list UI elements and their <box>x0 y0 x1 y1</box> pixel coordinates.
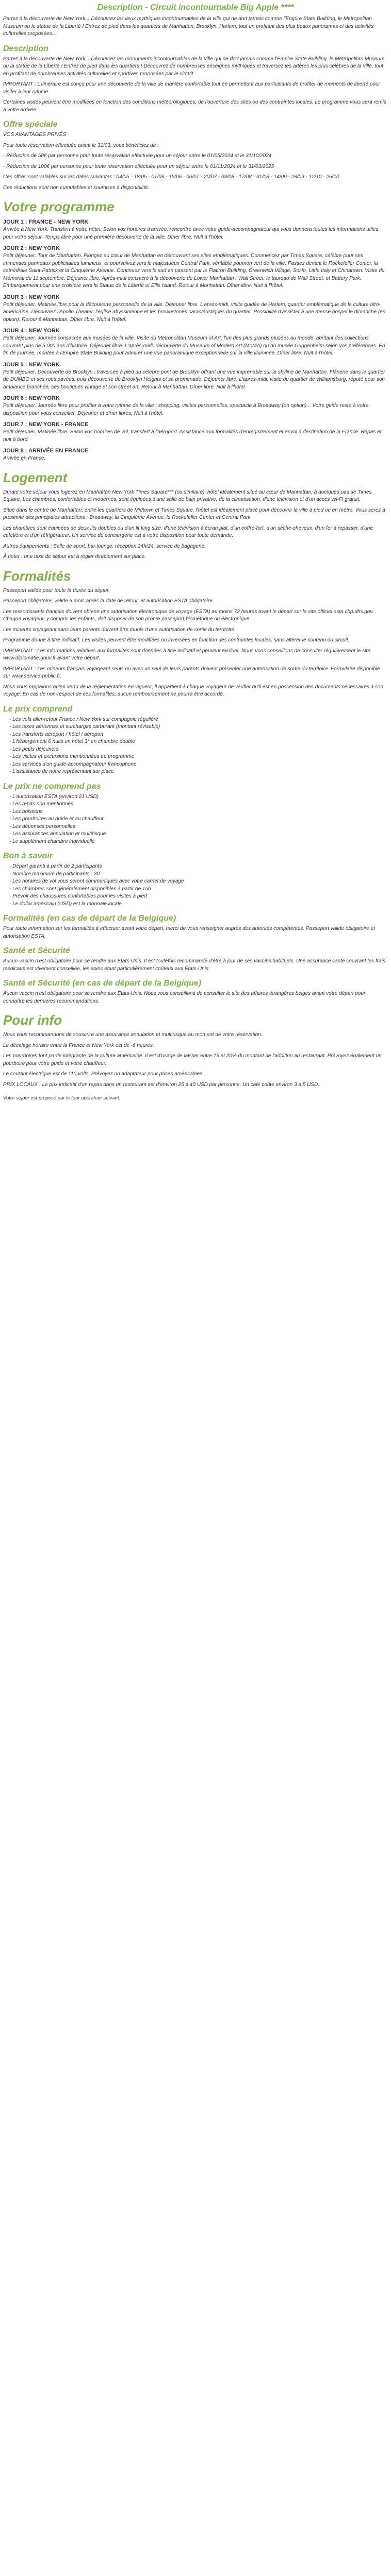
day-text: Petit déjeuner. Découverte de Brooklyn : traversée à pied du célèbre pont de Brooklyn offrant une vue imprenable sur la skyline de Manhattan. Flânerie dans le quartier de DUMBO et ses rues pavées, puis découverte de Brooklyn Heights et sa promenade. Déjeuner libre. L'après-midi, visite du quartier de Williamsburg, réputé pour son ambiance branchée, ses boutiques vintage et son street art. Retour à Manhattan. Dîner libre. Nuit à l'hôtel. <box>3 369 385 390</box>
list-item: - Le supplément chambre individuelle <box>9 838 388 846</box>
list-item: - Les services d'un guide-accompagnateur francophone <box>9 761 388 769</box>
day-label: JOUR 1 : FRANCE - NEW YORK <box>3 219 89 225</box>
pourinfo-paragraph: PRIX LOCAUX : Le prix indicatif d'un repas dans un restaurant est d'environ 25 à 40 USD par personne. Un café coûte environ 3 à 5 USD. <box>3 1081 320 1088</box>
formalites-paragraph: Les mineurs voyageant sans leurs parents doivent être munis d'une autorisation de sortie du territoire. <box>3 626 236 633</box>
list-item: - Prévoir des chaussures confortables pour les visites à pied <box>9 893 388 901</box>
description-paragraph: IMPORTANT : L'itinéraire est conçu pour une découverte de la ville de manière confortable tout en permettant aux participants de profiter de moments de liberté pour visiter à leur rythme. <box>3 81 380 95</box>
offre-paragraph: - Réduction de 50€ par personne pour toute réservation effectuée pour un séjour entre le 01/05/2024 et le 31/10/2024 <box>3 153 272 159</box>
offre-paragraph: Ces offres sont valables sur les dates suivantes : 04/05 - 18/05 - 01/06 - 15/06 - 06/07 - 20/07 - 03/08 - 17/08 - 31/08 - 14/09 - 28/09 - 12/10 - 26/10 <box>3 174 339 180</box>
sante-title: Santé et Sécurité <box>3 946 70 955</box>
day-label: JOUR 4 : NEW YORK <box>3 328 60 334</box>
logement-paragraph: Les chambres sont équipées de deux lits doubles ou d'un lit king size, d'une télévision à écran plat, d'un coffre-fort, d'un sèche-cheveux, d'un fer à repasser, d'une cafetière et d'un réfrigérateur. Un service de conciergerie est à votre disposition pour toute demande. <box>3 525 373 538</box>
offre-paragraph: - Réduction de 100€ par personne pour toute réservation effectuée pour un séjour entre le 01/11/2024 et le 31/03/2025 <box>3 163 274 170</box>
page-heading: Description - Circuit incontournable Big Apple **** <box>97 3 294 12</box>
offre-title: Offre spéciale <box>3 120 58 129</box>
day-text: Petit déjeuner. Matinée libre pour la découverte personnelle de la ville. Déjeuner libre. L'après-midi, visite guidée de Harlem, quartier emblématique de la culture afro-américaine. Découvrez l'Apollo Theater, l'église abyssinienne et les brownstones caractéristiques du quartier. Possibilité d'assister à une messe gospel le dimanche (en option). Retour à Manhattan. Dîner libre. Nuit à l'hôtel. <box>3 301 386 323</box>
conditions-title: Bon à savoir <box>3 852 53 860</box>
logement-paragraph: Autres équipements : Salle de sport, bar-lounge, réception 24h/24, service de bagagerie. <box>3 543 206 549</box>
list-item: - Les horaires de vol vous seront communiqués avec votre carnet de voyage <box>9 878 388 886</box>
sante-belgique-title: Santé et Sécurité (en cas de départ de la Belgique) <box>3 979 202 988</box>
list-item: - Les transferts aéroport / hôtel / aéroport <box>9 731 388 739</box>
list-item: - L'hébergement 6 nuits en hôtel 3* en chambre double <box>9 738 388 746</box>
conditions-list <box>3 863 388 908</box>
formalites-paragraph: Programme donné à titre indicatif. Les visites peuvent être modifiées ou inversées en fonction des contraintes locales, sans altérer le contenu du circuit. <box>3 637 350 643</box>
formalites-paragraph: Les ressortissants français doivent obtenir une autorisation électronique de voyage (ESTA) au moins 72 heures avant le départ sur le site officiel esta.cbp.dhs.gov. Chaque voyageur, y compris les enfants, doit disposer de son propre passeport biométrique ou électronique. <box>3 608 374 622</box>
description-paragraph: Certaines visites peuvent être modifiées en fonction des conditions météorologiques, de l'ouverture des sites ou des contraintes locales. Le programme vous sera remis à votre arrivée. <box>3 99 386 113</box>
day-text: Petit déjeuner. Tour de Manhattan. Plongez au cœur de Manhattan en découvrant ses sites emblématiques. Commencez par Times Square, célèbre pour ses immenses panneaux publicitaires lumineux, et poursuivez vers le majestueux Central Park, véritable poumon vert de la ville. Passez devant le Rockefeller Center, la cathédrale Saint-Patrick et la Cinquième Avenue. Continuez vers le sud en passant par le Flatiron Building, Greenwich Village, SoHo, Little Italy et Chinatown. Visite du Mémorial du 11 septembre. Déjeuner libre. Après-midi consacré à la découverte de Lower Manhattan : Wall Street, le taureau de Wall Street, et Battery Park. Embarquement pour une croisière vers la Statue de la Liberté et Ellis Island. Retour à Manhattan. Dîner libre. Nuit à l'hôtel. <box>3 253 385 289</box>
list-item: - Les visites et excursions mentionnées au programme <box>9 753 388 761</box>
list-item: - Nombre maximum de participants : 30 <box>9 871 388 878</box>
logement-paragraph: Situé dans le centre de Manhattan, entre les quartiers de Midtown et Times Square, l'hôtel est idéalement placé pour découvrir la ville à pied ou en métro. Vous serez à proximité des principales attractions : Broadway, la Cinquième Avenue, le Rockefeller Center et Central Park. <box>3 507 385 520</box>
logement-paragraph: Durant votre séjour vous logerez en Manhattan New York Times Square*** (ou similaire), hôtel idéalement situé au cœur de Manhattan, à quelques pas de Times Square. Les chambres, confortables et modernes, sont équipées d'une salle de bain privative, de la climatisation, d'une télévision et d'un accès Wi-Fi gratuit. <box>3 489 372 502</box>
list-item: - L'autorisation ESTA (environ 21 USD) <box>9 793 388 801</box>
page <box>0 0 391 1115</box>
day-label: JOUR 6 : NEW YORK <box>3 395 60 401</box>
formalites-paragraph: IMPORTANT : Les informations relatives aux formalités sont données à titre indicatif et peuvent évoluer. Nous vous conseillons de consulter régulièrement le site www.diplomatie.gouv.fr avant votre départ. <box>3 648 370 661</box>
day-label: JOUR 2 : NEW YORK <box>3 245 60 251</box>
list-item: - L'assistance de notre représentant sur place <box>9 768 388 776</box>
list-item: - Les taxes aériennes et surcharges carburant (montant révisable) <box>9 723 388 731</box>
logement-paragraph: À noter : une taxe de séjour est à régler directement sur place. <box>3 554 146 560</box>
day-text: Arrivée à New York. Transfert à votre hôtel. Selon vos horaires d'arrivée, rencontre avec votre guide-accompagnateur qui vous donnera toutes les informations utiles pour votre séjour. Temps libre pour une première découverte de la ville. Dîner libre. Nuit à l'hôtel. <box>3 227 379 240</box>
day-label: JOUR 3 : NEW YORK <box>3 294 60 300</box>
intro-paragraph: Partez à la découverte de New York... Découvrez les lieux mythiques incontournables de la ville qui ne dort jamais comme l'Empire State Building, le Metropolitan Museum ou le statue de la Liberté ! Entrez de pied dans les quartiers de Manhattan, Brooklyn, Harlem, tout en profitant des plus beaux panoramas et des activités culturelles proposées... <box>3 16 374 37</box>
pourinfo-paragraph: Le courant électrique est de 110 volts. Prévoyez un adaptateur pour prises américaines. <box>3 1071 204 1077</box>
day-label: JOUR 8 : ARRIVÉE EN FRANCE <box>3 448 89 454</box>
offre-paragraph: Ces réductions sont non cumulables et soumises à disponibilité. <box>3 184 150 191</box>
list-item: - Les pourboires au guide et au chauffeur <box>9 816 388 823</box>
formalites-belgique-text: Pour toute information sur les formalités à effectuer avant votre départ, merci de vous renseigner auprès des autorités compétentes. Passeport valide obligatoire et autorisation ESTA. <box>3 926 375 939</box>
list-item: - Les repas non mentionnés <box>9 801 388 808</box>
formalites-paragraph: Passeport valide pour toute la durée du séjour. <box>3 587 110 594</box>
list-item: - Les chambres sont généralement disponibles à partir de 15h <box>9 886 388 893</box>
non-inclus-list <box>3 793 388 846</box>
formalites-belgique-title: Formalités (en cas de départ de la Belgique) <box>3 914 176 923</box>
formalites-paragraph: Nous vous rappelons qu'en vertu de la réglementation en vigueur, il appartient à chaque voyageur de vérifier qu'il est en possession des documents nécessaires à son voyage. En cas de non-respect de ces formalités, aucun remboursement ne pourra être accordé. <box>3 684 384 697</box>
footer-note: Votre séjour est proposé par le tour opérateur suivant. <box>3 1095 121 1101</box>
offre-paragraph: VOS AVANTAGES PRIVÉS <box>3 132 67 138</box>
list-item: - Les vols aller-retour France / New York sur compagnie régulière <box>9 716 388 724</box>
list-item: - Les boissons <box>9 808 388 816</box>
day-text: Petit déjeuner. Journée libre pour profiter à votre rythme de la ville : shopping, visites personnelles, spectacle à Broadway (en option)... Votre guide reste à votre disposition pour vous conseiller. Déjeuner et dîner libres. Nuit à l'hôtel. <box>3 403 369 416</box>
day-text: Arrivée en France. <box>3 455 46 461</box>
formalites-title: Formalités <box>3 568 71 584</box>
list-item: - Les assurances annulation et multirisque <box>9 831 388 838</box>
logement-title: Logement <box>3 469 68 485</box>
inclus-title: Le prix comprend <box>3 704 73 714</box>
pourinfo-paragraph: Le décalage horaire entre la France et New York est de -6 heures. <box>3 1042 154 1048</box>
day-text: Petit déjeuner. Journée consacrée aux musées de la ville. Visite du Metropolitan Museum of Art, l'un des plus grands musées au monde, abritant des collections couvrant plus de 5 000 ans d'histoire. Déjeuner libre. L'après-midi, découverte du Museum of Modern Art (MoMA) ou du musée Guggenheim selon vos préférences. En fin de journée, montée à l'Empire State Building pour admirer une vue panoramique exceptionnelle sur la ville illuminée. Dîner libre. Nuit à l'hôtel. <box>3 335 385 356</box>
offre-paragraph: Pour toute réservation effectuée avant le 31/03, vous bénéficiez de : <box>3 142 159 148</box>
sante-text: Aucun vaccin n'est obligatoire pour se rendre aux États-Unis. Il est toutefois recommandé d'être à jour de ses vaccins habituels. Une assurance santé couvrant les frais médicaux est vivement conseillée, les soins étant particulièrement coûteux aux États-Unis. <box>3 958 385 972</box>
formalites-paragraph: Passeport obligatoire, valide 6 mois après la date de retour, et autorisation ESTA obligatoire. <box>3 598 214 604</box>
pourinfo-paragraph: Nous vous recommandons de souscrire une assurance annulation et multirisque au moment de votre réservation. <box>3 1032 263 1038</box>
list-item: - Départ garanti à partir de 2 participants <box>9 863 388 871</box>
non-inclus-title: Le prix ne comprend pas <box>3 782 101 791</box>
list-item: - Les petits déjeuners <box>9 746 388 754</box>
inclus-list <box>3 716 388 776</box>
list-item: - Le dollar américain (USD) est la monnaie locale <box>9 901 388 908</box>
day-text: Petit déjeuner. Matinée libre. Selon vos horaires de vol, transfert à l'aéroport. Assistance aux formalités d'enregistrement et envol à destination de la France. Repas et nuit à bord. <box>3 429 382 443</box>
day-label: JOUR 5 : NEW YORK <box>3 361 60 368</box>
description-title: Description <box>3 44 49 53</box>
list-item: - Les dépenses personnelles <box>9 823 388 831</box>
sante-belgique-text: Aucun vaccin n'est obligatoire pour se rendre aux États-Unis. Nous vous conseillons de consulter le site des affaires étrangères belges avant votre départ pour connaître les dernières recommandations. <box>3 991 366 1004</box>
programme-title: Votre programme <box>3 199 115 214</box>
day-label: JOUR 7 : NEW YORK - FRANCE <box>3 421 89 428</box>
pourinfo-title: Pour info <box>3 1012 62 1028</box>
pourinfo-paragraph: Les pourboires font partie intégrante de la culture américaine. Il est d'usage de laisser entre 15 et 20% du montant de l'addition au restaurant. Prévoyez également un pourboire pour votre guide et votre chauffeur. <box>3 1053 382 1066</box>
description-paragraph: Partez à la découverte de New York... Découvrez les monuments incontournables de la ville qui ne dort jamais comme l'Empire State Building, le Metropolitan Museum ou la statue de la Liberté ! Entrez de pied dans les quartiers ! Découvrez de nombreuses enseignes mythiques et traversez les artères les plus célèbres de la ville, tout en profitant de nombreuses activités culturelles et sportives proposées par le circuit. <box>3 56 385 77</box>
formalites-paragraph: IMPORTANT : Les mineurs français voyageant seuls ou avec un seul de leurs parents doivent présenter une autorisation de sortie du territoire. Formulaire disponible sur www.service-public.fr. <box>3 666 380 679</box>
